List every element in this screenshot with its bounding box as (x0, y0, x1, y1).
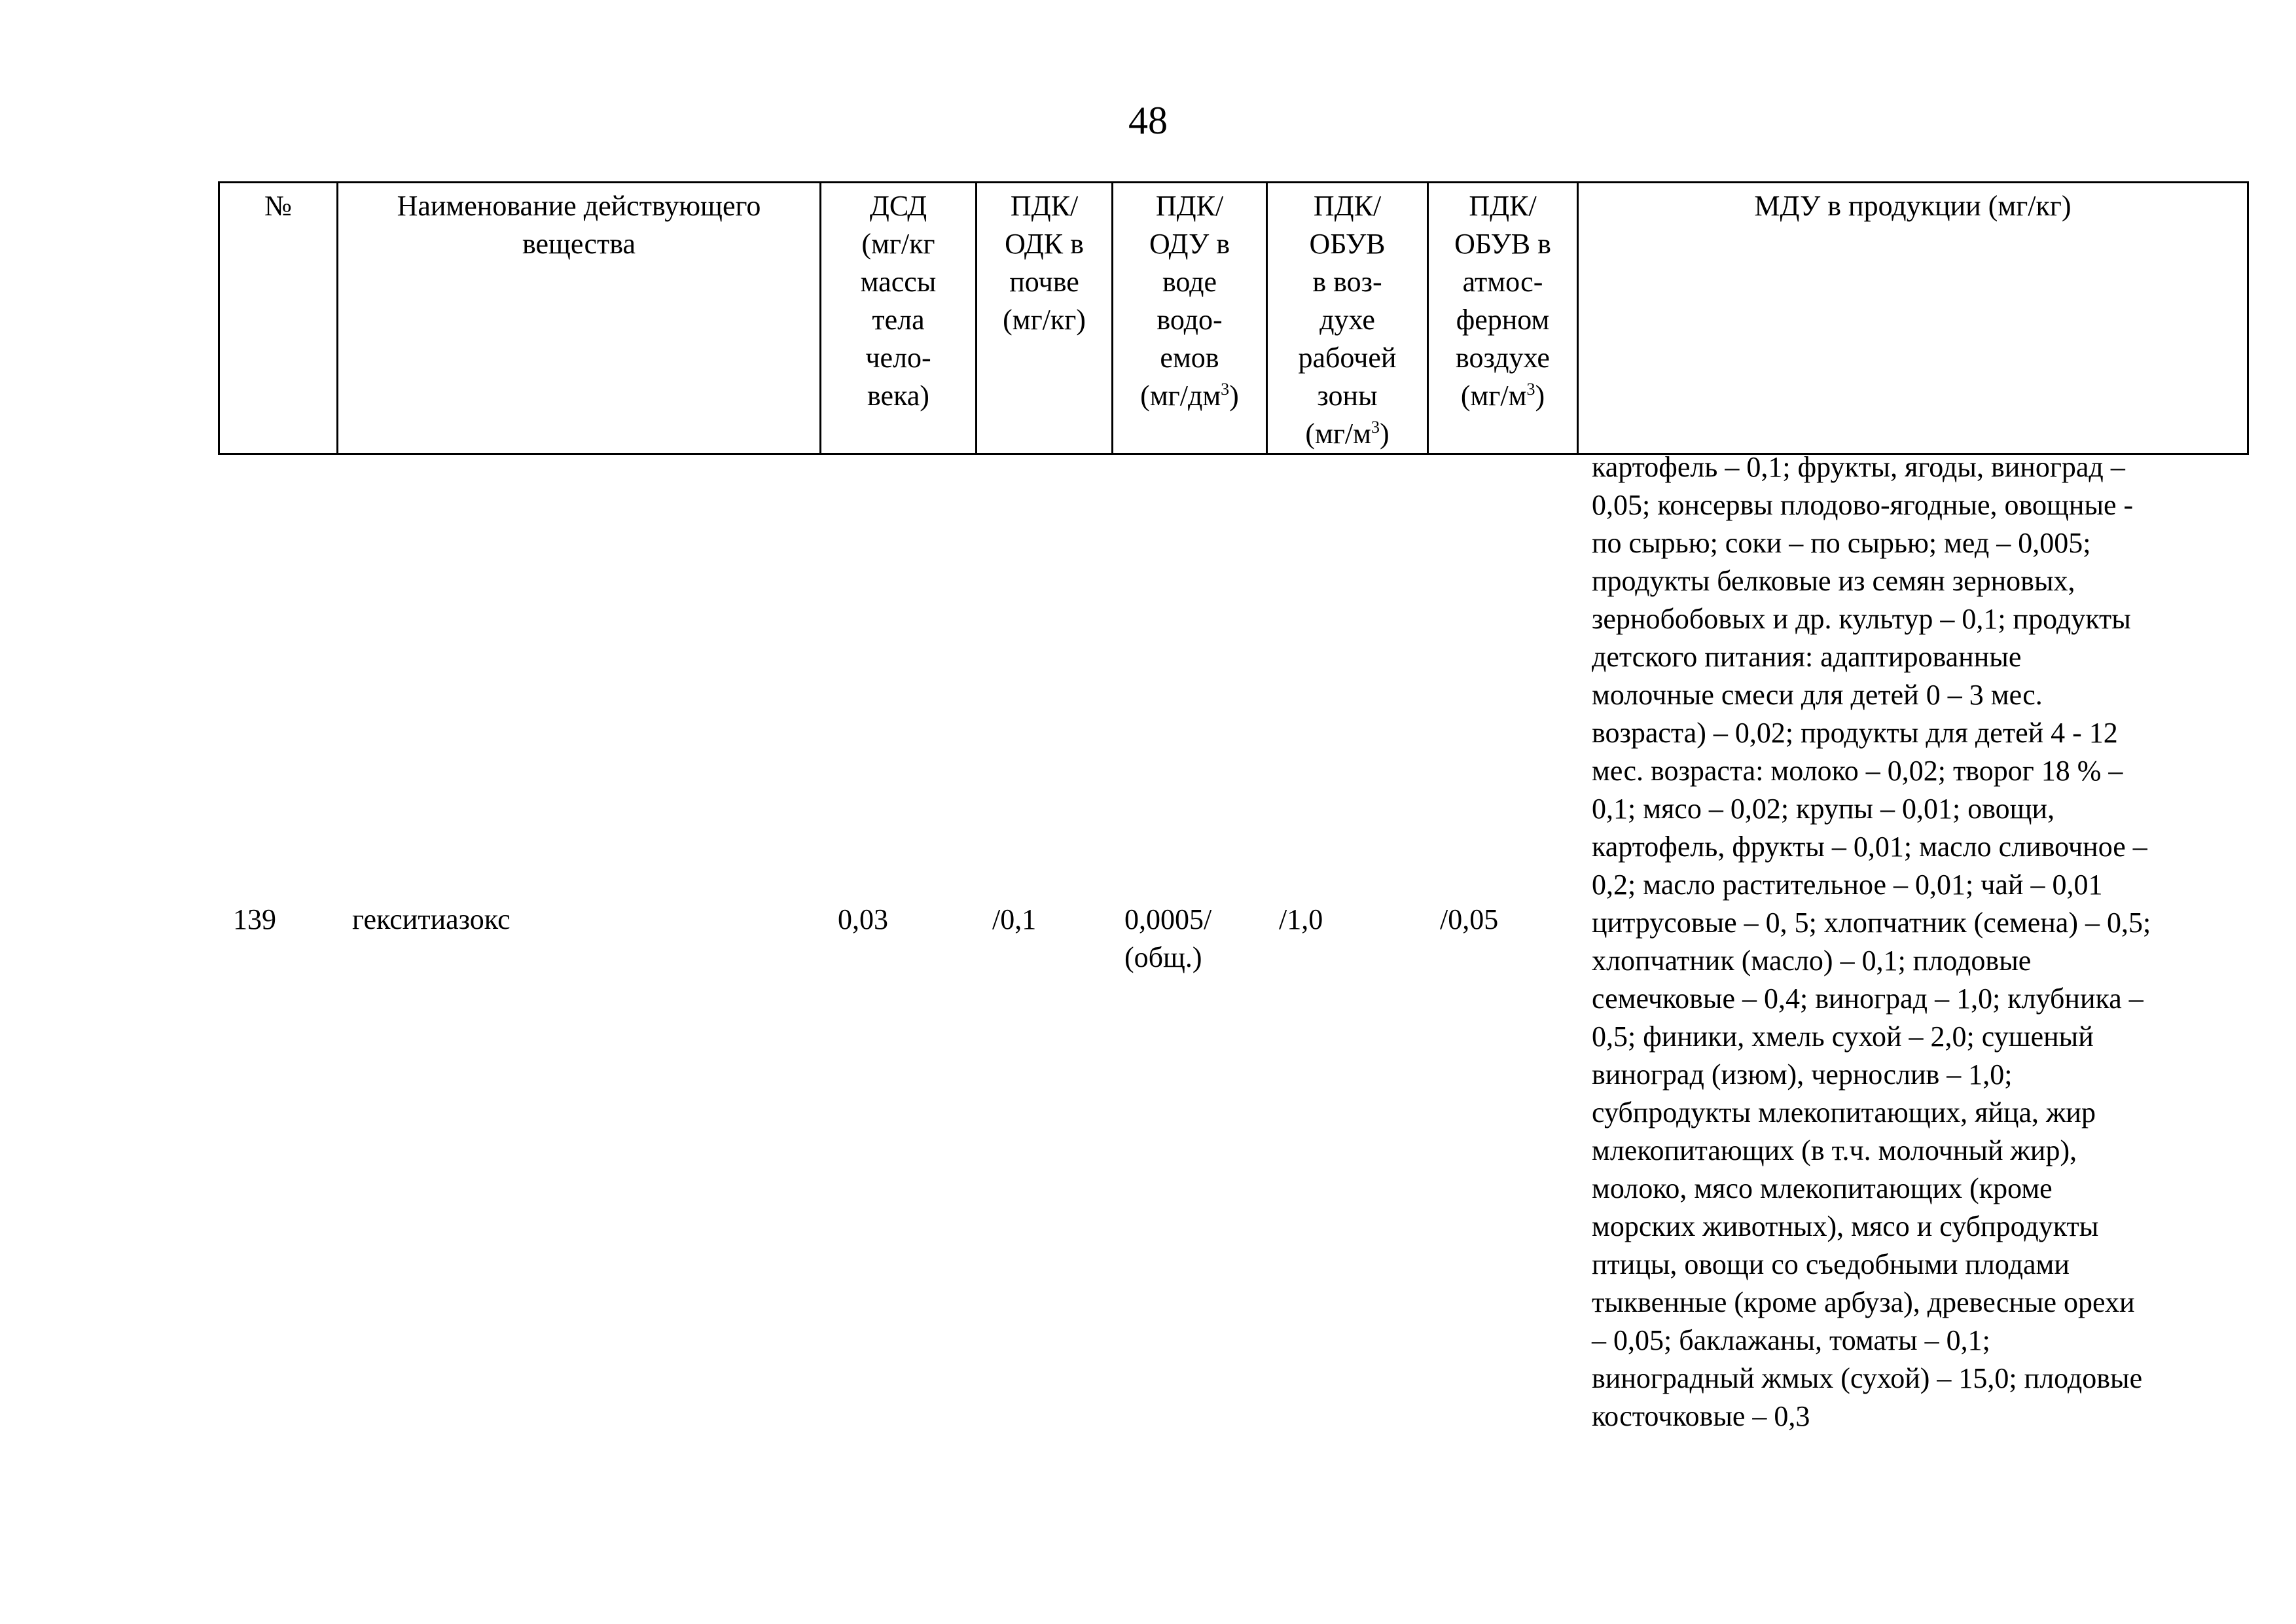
cell-mdu: картофель – 0,1; фрукты, ягоды, виноград – 0,05; консервы плодово-ягодные, овощные - по сырью; соки – по сырью; мед – 0,005; продукты белковые из семян зерновых, зернобобовых и др. культур – 0,1; продукты детского питания: адаптированные молочные смеси для детей 0 – 3 мес. возраста) – 0,02; продукты для детей 4 - 12 мес. возраста: молоко – 0,02; творог 18 % – 0,1; мясо – 0,02; крупы – 0,01; овощи, картофель, фрукты – 0,01; масло сливочное – 0,2; масло растительное – 0,01; чай – 0,01 цитрусовые – 0, 5; хлопчатник (семена) – 0,5; хлопчатник (масло) – 0,1; плодовые семечковые – 0,4; виноград – 1,0; клубника – 0,5; финики, хмель сухой – 2,0; сушеный виноград (изюм), чернослив – 1,0; субпродукты млекопитающих, яйца, жир млекопитающих (в т.ч. молочный жир), молоко, мясо млекопитающих (кроме морских животных), мясо и субпродукты птицы, овощи со съедобными плодами тыквенные (кроме арбуза), древесные орехи – 0,05; баклажаны, томаты – 0,1; виноградный жмых (сухой) – 15,0; плодовые косточковые – 0,3 (1592, 451, 2151, 1432)
header-dsd: ДСД (мг/кг массы тела чело- века) (821, 183, 977, 454)
cell-atm-air-limit: /0,05 (1440, 903, 1499, 935)
header-number: № (219, 183, 338, 454)
header-atm-air-limit: ПДК/ ОБУВ в атмос- ферном воздухе $(мг/м^3)$ (1428, 183, 1578, 454)
cell-soil-limit: /0,1 (992, 903, 1037, 935)
header-work-air-limit: ПДК/ ОБУВ в воз- духе рабочей зоны $(мг/м^3)$ (1267, 183, 1428, 454)
cell-work-air-limit: /1,0 (1279, 903, 1323, 935)
header-water-limit: ПДК/ ОДУ в воде водо- емов $(мг/дм^3)$ (1113, 183, 1267, 454)
header-soil-limit: ПДК/ ОДК в почве (мг/кг) (977, 183, 1113, 454)
header-table (218, 181, 2249, 455)
header-mdu: МДУ в продукции (мг/кг) (1578, 183, 2248, 454)
cell-water-limit: 0,0005/ (общ.) (1124, 903, 1212, 973)
header-substance-name: Наименование действующего вещества (338, 183, 821, 454)
cell-dsd: 0,03 (838, 903, 888, 935)
cell-substance-name: гекситиазокс (352, 903, 511, 935)
cell-number: 139 (233, 903, 276, 935)
header-row (219, 183, 2248, 454)
page-number: 48 (1128, 99, 1168, 142)
